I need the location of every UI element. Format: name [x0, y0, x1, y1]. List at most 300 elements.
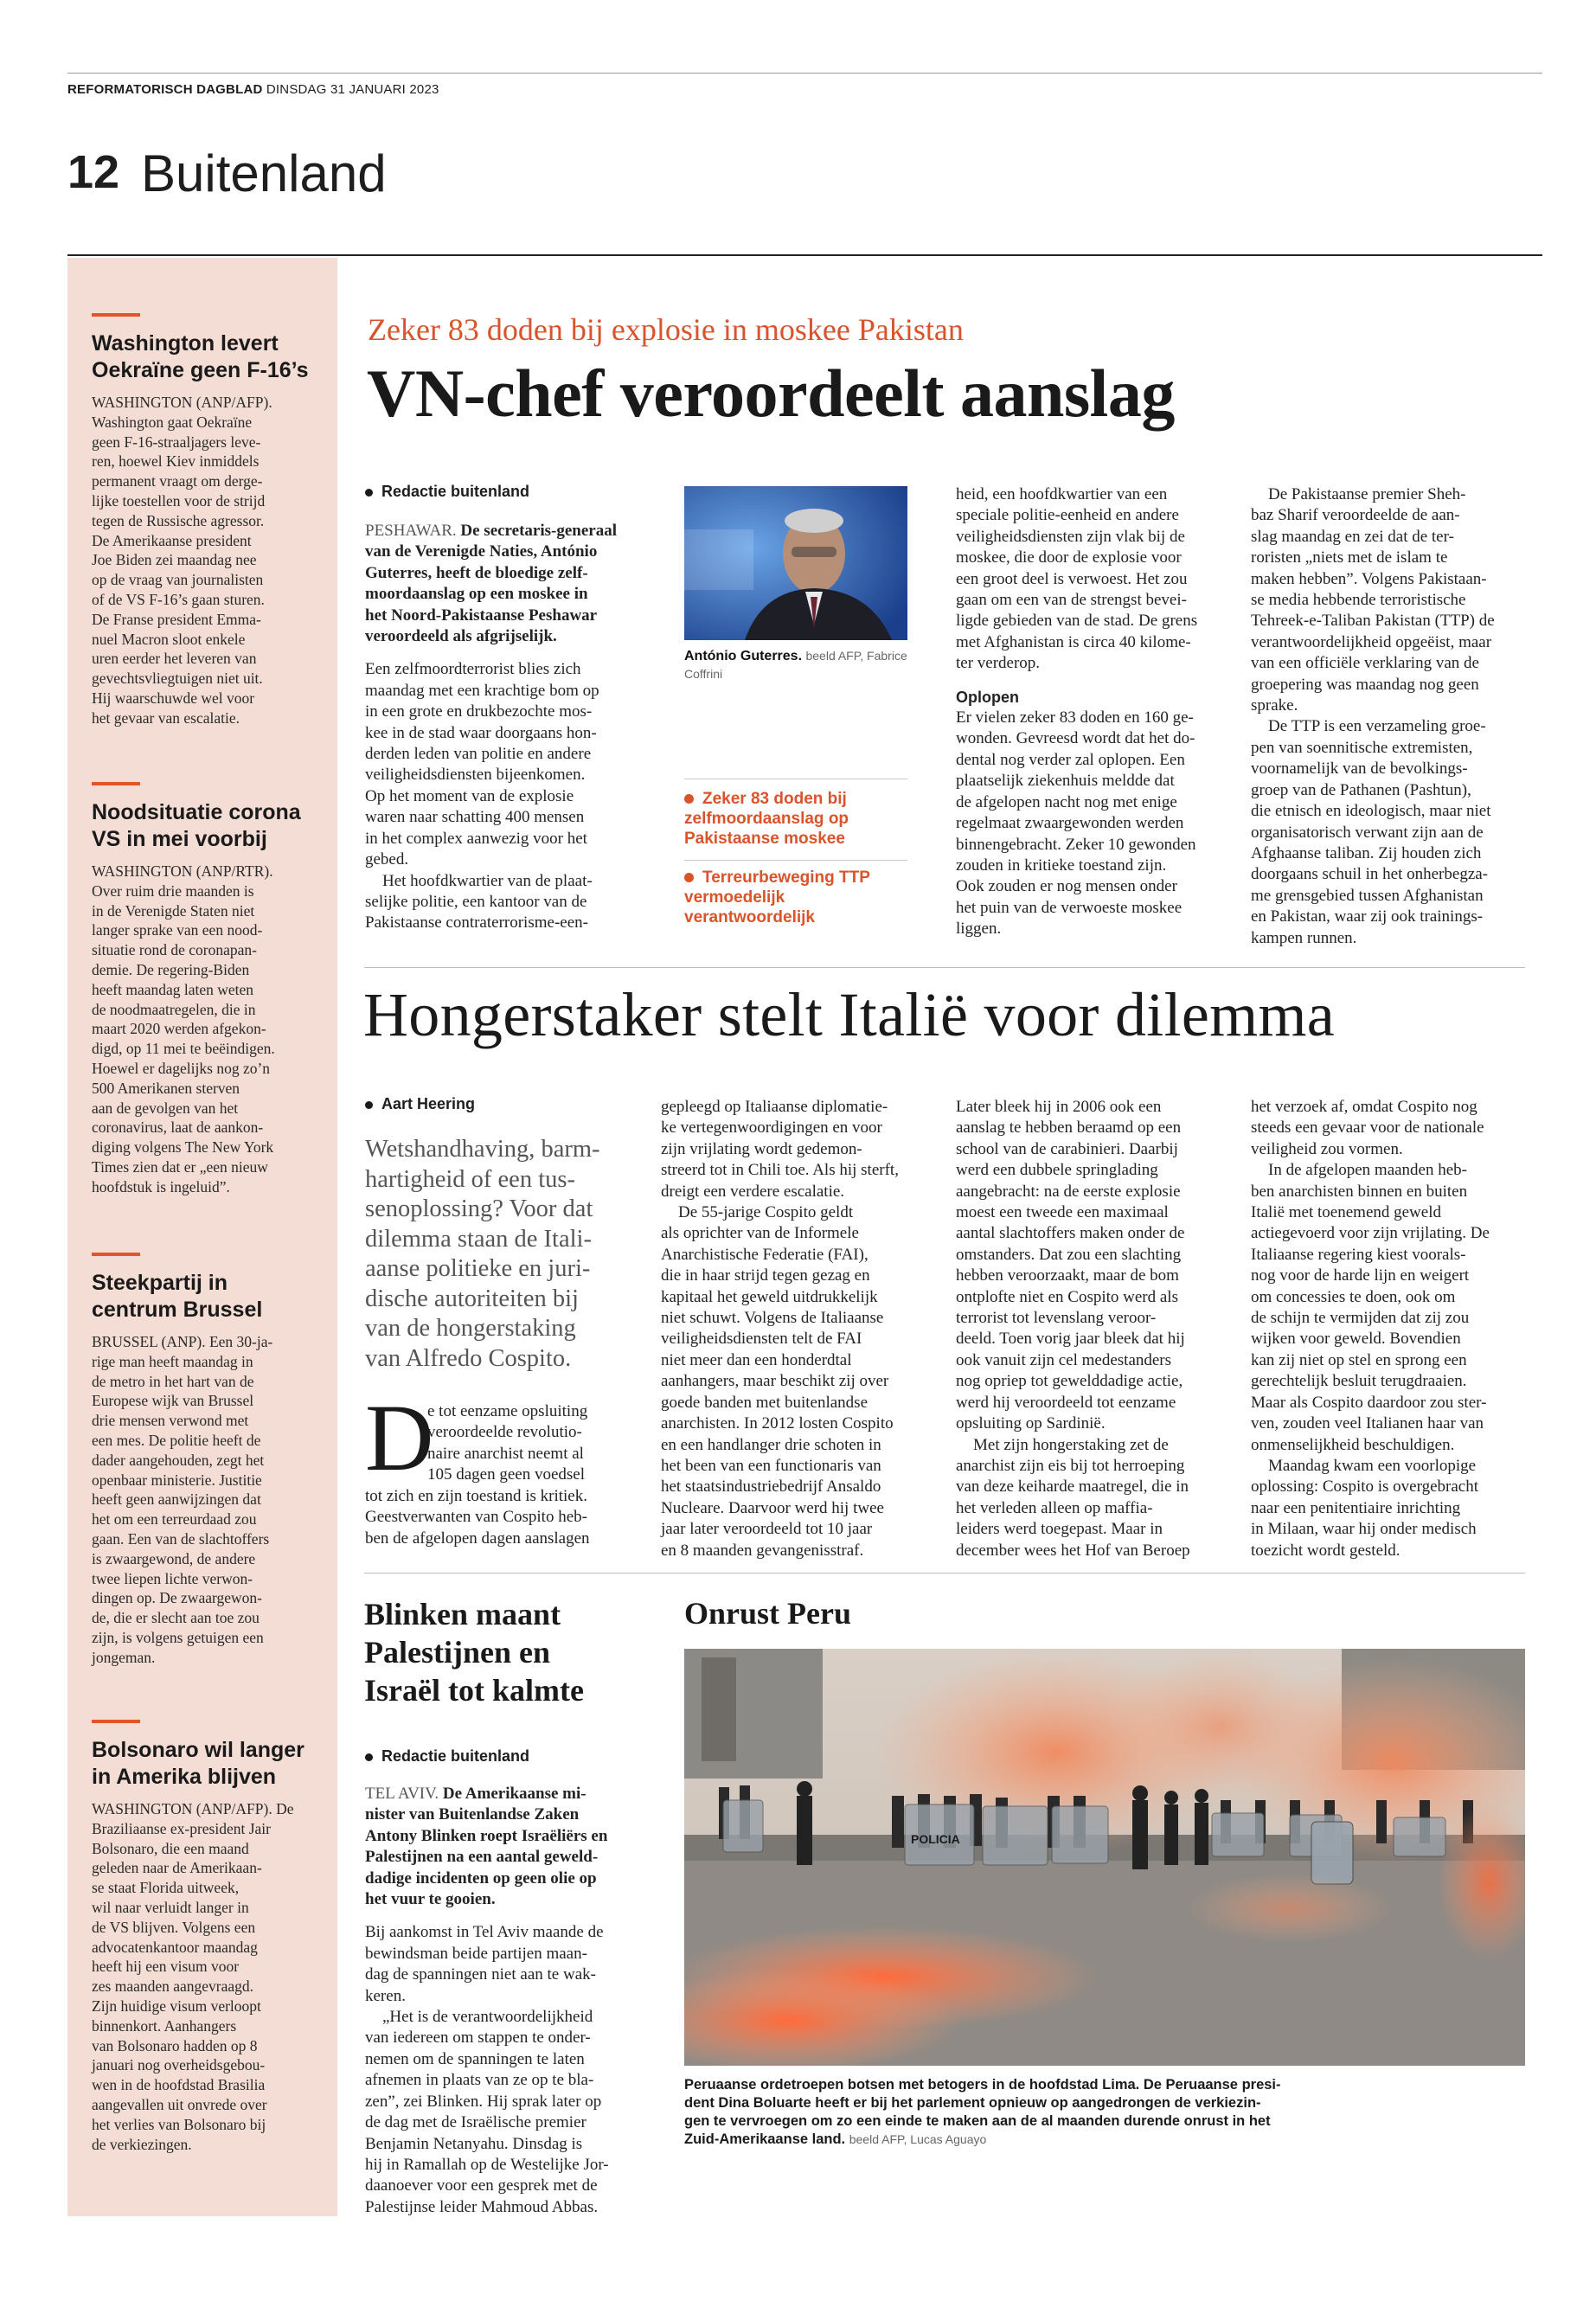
article-lead — [365, 1784, 635, 1910]
text-line: aan de gevolgen van het — [92, 1099, 239, 1117]
byline-text: Aart Heering — [381, 1095, 476, 1112]
pullquote-bullet — [684, 794, 694, 804]
text-line: gaan. Een van de slachtoffers — [92, 1529, 270, 1548]
text-line: werd hij veroordeeld tot eenzame — [956, 1393, 1176, 1412]
text-line: maken hebben”. Volgens Pakistaan- — [1251, 569, 1487, 588]
text-line: leiders werd toegepast. Maar in — [956, 1520, 1163, 1539]
brief-item — [92, 313, 318, 728]
text-line: nog opriep tot gewelddadige actie, — [956, 1372, 1183, 1391]
text-line: 500 Amerikanen sterven — [92, 1079, 240, 1097]
text-line: hebben veroorzaakt, maar de bom — [956, 1266, 1179, 1285]
text-line: Over ruim drie maanden is — [92, 881, 254, 900]
caption-name: António Guterres. — [684, 649, 803, 663]
text-line: gevechtsvliegtuigen niet uit. — [92, 670, 263, 688]
text-line: twee liepen lichte verwon- — [92, 1569, 253, 1587]
text-line: ligde gebieden van de stad. De grens — [956, 612, 1198, 631]
text-line: aantal slachtoffers maken onder de — [956, 1224, 1185, 1243]
text-line: e tot eenzame opsluiting — [427, 1402, 588, 1420]
text-line: pen van soennitische extremisten, — [1251, 738, 1473, 757]
text-line: jaar later veroordeeld tot 10 jaar — [661, 1520, 873, 1539]
text-line: is zwaargewond, de andere — [92, 1549, 256, 1567]
text-line: aanslag te hebben beraamd op een — [956, 1118, 1182, 1138]
body-text — [956, 1435, 1228, 1561]
text-line: aanse politieke en juri- — [365, 1255, 591, 1282]
body-text — [1251, 1160, 1525, 1456]
brief-item — [92, 1253, 318, 1668]
brief-accent-dash — [92, 782, 140, 785]
text-line: Palestijnse leider Mahmoud Abbas. — [365, 2197, 599, 2216]
guterres-photo — [684, 486, 907, 640]
text-line: Italiaanse regering kiest voorals- — [1251, 1245, 1466, 1264]
text-line: dreigt een verdere escalatie. — [661, 1182, 845, 1201]
text-line: de dag met de Israëlische premier — [365, 2113, 586, 2132]
article-divider — [364, 1573, 1525, 1574]
text-line: advocatenkantoor maandag — [92, 1938, 258, 1956]
text-line: demie. De regering-Biden — [92, 960, 250, 978]
text-line: speciale politie-eenheid en andere — [956, 506, 1179, 525]
text-line: anarchisten. In 2012 losten Cospito — [661, 1414, 894, 1433]
text-line: gaan om een van de strengst bevei- — [956, 591, 1187, 610]
brief-item — [92, 782, 318, 1197]
text-line: baz Sharif veroordeelde de aan- — [1251, 506, 1460, 525]
text-line: het verleden alleen op maffia- — [956, 1498, 1153, 1517]
lead-text: De Amerikaanse mi- nister van Buitenlandse Zaken Antony Blinken roept Israëliërs en Palestijnen na een aantal geweld- dadige incidenten op geen olie op het vuur te gooien. — [365, 1785, 608, 1909]
body-text — [1251, 1456, 1525, 1561]
text-line: het verzoek af, omdat Cospito nog — [1251, 1098, 1477, 1116]
section-rule — [67, 254, 1542, 256]
text-line: heid, een hoofdkwartier van een — [956, 485, 1168, 503]
text-line: kampen runnen. — [1251, 928, 1357, 947]
brief-title: Washington levert Oekraïne geen F-16’s — [92, 331, 309, 382]
text-line: school van de carabinieri. Daarbij — [956, 1139, 1178, 1158]
body-text — [661, 1202, 931, 1561]
text-line: niet schuwt. Volgens de Italiaanse — [661, 1309, 884, 1328]
text-line: Nucleare. Daarvoor werd hij twee — [661, 1498, 884, 1517]
text-line: het puin van de verwoeste moskee — [956, 898, 1183, 917]
text-line: toezicht wordt gesteld. — [1251, 1541, 1401, 1560]
text-line: Op het moment van de explosie — [365, 786, 574, 805]
text-line: moest een tweede een maximaal — [956, 1203, 1169, 1222]
text-line: WASHINGTON (ANP/RTR). — [92, 862, 273, 880]
text-line: se staat Florida uitweek, — [92, 1879, 240, 1897]
text-line: van Alfredo Cospito. — [365, 1344, 572, 1372]
text-line: deeld. Toen vorig jaar bleek dat hij — [956, 1330, 1185, 1349]
text-line: Benjamin Netanyahu. Dinsdag is — [365, 2134, 583, 2153]
brief-body — [92, 862, 318, 1197]
text-line: van een officiële verklaring van de — [1251, 654, 1479, 673]
text-line: aangevallen uit onvrede over — [92, 2095, 267, 2113]
section-title: Buitenland — [141, 144, 387, 202]
dateline: TEL AVIV. — [365, 1785, 439, 1803]
text-line: doorgaans schuil in het onherbegza- — [1251, 865, 1489, 884]
text-line: oplossing: Cospito is overgebracht — [1251, 1477, 1478, 1497]
text-line: in het complex aanwezig voor het — [365, 829, 587, 848]
text-line: ben de afgelopen dagen aanslagen — [365, 1529, 590, 1548]
brief-body — [92, 393, 318, 728]
brief-title: Steekpartij in centrum Brussel — [92, 1271, 263, 1322]
text-line: het om een terreurdaad zou — [92, 1510, 257, 1529]
text-line: werd een dubbele springlading — [956, 1161, 1158, 1180]
text-line: tot zich en zijn toestand is kritiek. — [365, 1487, 587, 1505]
text-line: Hoewel er dagelijks nog zo’n — [92, 1059, 271, 1077]
text-line: ook vanuit zijn cel medestanders — [956, 1350, 1172, 1369]
text-line: Blinken maant — [364, 1597, 561, 1631]
text-line: en een handlanger drie schoten in — [661, 1435, 881, 1454]
text-line: waren naar schatting 400 mensen — [365, 808, 585, 827]
body-text — [365, 1922, 635, 2007]
brief-accent-dash — [92, 313, 140, 317]
text-line: een groot deel is verwoest. Het zou — [956, 569, 1188, 588]
text-line: regelmaat zwaargewonden werden — [956, 814, 1184, 833]
text-line: nemen om de spanningen te laten — [365, 2049, 585, 2068]
text-line: openbaar ministerie. Justitie — [92, 1471, 262, 1489]
text-line: met Afghanistan is circa 40 kilome- — [956, 632, 1191, 651]
byline-bullet — [365, 489, 373, 497]
brief-body — [92, 1332, 318, 1668]
body-text — [661, 1097, 931, 1202]
pullquote-text: Zeker 83 doden bij zelfmoordaanslag op Pakistaanse moskee — [684, 790, 849, 848]
text-line: dilemma staan de Itali- — [365, 1225, 592, 1253]
text-line: wil naar verluidt langer in — [92, 1898, 249, 1916]
text-line: Bij aankomst in Tel Aviv maande de — [365, 1923, 604, 1942]
text-line: aangebracht: na de eerste explosie — [956, 1182, 1181, 1201]
text-line: naire anarchist neemt al — [427, 1444, 584, 1463]
text-line: In de afgelopen maanden heb- — [1268, 1161, 1468, 1180]
pullquote-rule — [684, 860, 907, 861]
text-line: diging volgens The New York — [92, 1138, 274, 1157]
text-line: kan zij niet op stel en sprong een — [1251, 1350, 1467, 1369]
text-line: uren eerder het leveren van — [92, 650, 257, 668]
text-line: van deze keiharde maatregel, die in — [956, 1477, 1189, 1497]
text-line: anarchist zijn eis bij tot herroeping — [956, 1456, 1185, 1475]
text-line: ke vertegenwoordigingen en voor — [661, 1118, 882, 1138]
text-line: senoplossing? Voor dat — [365, 1195, 593, 1222]
text-line: Bolsonaro, die een maand — [92, 1839, 249, 1857]
text-line: zijn, is volgens getuigen een — [92, 1628, 264, 1646]
text-line: Het hoofdkwartier van de plaat- — [382, 871, 593, 890]
text-line: Maandag kwam een voorlopige — [1268, 1456, 1477, 1475]
dateline: PESHAWAR. — [365, 522, 457, 540]
text-line: omstanders. Dat zou een slachting — [956, 1245, 1182, 1264]
riot-scene-image — [684, 1649, 1525, 2066]
text-line: maandag met een krachtige bom op — [365, 681, 599, 700]
text-line: groepering was maandag nog geen — [1251, 675, 1479, 694]
text-line: wonden. Gevreesd wordt dat het do- — [956, 729, 1195, 748]
issue-date: DINSDAG 31 JANUARI 2023 — [266, 82, 439, 97]
text-line: verantwoordelijkheid opgeëist, maar — [1251, 632, 1492, 651]
text-line: geen F-16-straaljagers leve- — [92, 433, 261, 451]
text-line: Later bleek hij in 2006 ook een — [956, 1098, 1162, 1116]
article-column — [1251, 484, 1525, 949]
text-line: veiligheidsdiensten zijn vlak bij de — [956, 527, 1185, 546]
text-line: als oprichter van de Informele — [661, 1224, 859, 1243]
text-line: Braziliaanse ex-president Jair — [92, 1819, 271, 1837]
peru-riot-photo — [684, 1649, 1525, 2066]
article-column — [661, 1097, 931, 1561]
article-lead — [365, 521, 635, 647]
text-line: de VS blijven. Volgens een — [92, 1918, 256, 1936]
text-line: de afgelopen nacht nog met enige — [956, 792, 1177, 811]
text-line: de verkiezingen. — [92, 2135, 192, 2153]
text-line: rige man heeft maandag in — [92, 1352, 253, 1370]
pullquote-bullet — [684, 873, 694, 882]
body-text — [956, 708, 1228, 939]
text-line: veiligheidsdiensten bijeenkomen. — [365, 766, 586, 785]
text-line: nog voor de harde lijn en weigert — [1251, 1266, 1470, 1285]
text-line: hoofdstuk is ingeluid”. — [92, 1177, 230, 1195]
text-line: se media hebbende terroristische — [1251, 591, 1466, 610]
text-line: situatie rond de coronapan- — [92, 941, 257, 959]
police-shield-label: POLICIA — [911, 1832, 960, 1846]
text-line: BRUSSEL (ANP). Een 30-ja- — [92, 1333, 273, 1350]
text-line: roristen „niets met de islam te — [1251, 548, 1448, 567]
text-line: Maar als Cospito daardoor zou ster- — [1251, 1393, 1487, 1412]
text-line: moskee, die door de explosie voor — [956, 548, 1182, 567]
text-line: hartigheid of een tus- — [365, 1165, 575, 1193]
text-line: heeft geen aanwijzingen dat — [92, 1490, 261, 1509]
text-line: Europese wijk van Brussel — [92, 1392, 254, 1410]
pullquote — [684, 789, 901, 849]
body-text — [365, 871, 635, 934]
text-line: drie mensen verwond met — [92, 1412, 249, 1430]
text-line: heeft hij een visum voor — [92, 1958, 240, 1976]
text-line: De TTP is een verzameling groe- — [1268, 717, 1486, 736]
text-line: ven, zouden veel Italianen haar van — [1251, 1414, 1484, 1433]
text-line: derden leden van politie en andere — [365, 745, 592, 764]
body-text — [365, 659, 635, 870]
body-text — [956, 484, 1228, 675]
text-line: in Milaan, waar hij onder medisch — [1251, 1520, 1477, 1539]
text-line: De Franse president Emma- — [92, 610, 261, 628]
text-line: ontplofte niet en Cospito werd als — [956, 1287, 1178, 1306]
text-line: De 55-jarige Cospito geldt — [678, 1203, 854, 1222]
text-line: het verlies van Bolsonaro bij — [92, 2115, 266, 2133]
text-line: dader aangehouden, zegt het — [92, 1451, 265, 1469]
text-line: dental nog verder zal oplopen. Een — [956, 750, 1185, 769]
text-line: De Pakistaanse premier Sheh- — [1268, 485, 1466, 503]
text-line: „Het is de verantwoordelijkheid — [382, 2008, 593, 2027]
text-line: jongeman. — [92, 1648, 156, 1666]
text-line: wen in de hoofdstad Brasilia — [92, 2076, 266, 2094]
text-line: van Bolsonaro hadden op 8 — [92, 2036, 258, 2054]
text-line: wijken voor geweld. Bovendien — [1251, 1330, 1461, 1349]
byline-text: Redactie buitenland — [381, 1747, 530, 1765]
text-line: lijke toestellen voor de strijd — [92, 491, 266, 510]
byline-bullet — [365, 1753, 373, 1761]
text-line: van de hongerstaking — [365, 1315, 576, 1342]
news-briefs-sidebar — [67, 258, 337, 2216]
subheading: Oplopen — [956, 688, 1019, 706]
text-line: goede banden met buitenlandse — [661, 1393, 869, 1412]
text-line: veroordeelde revolutio- — [427, 1423, 582, 1442]
text-line: een mes. De politie heeft de — [92, 1431, 261, 1449]
dropcap-lines — [427, 1401, 635, 1486]
text-line: keren. — [365, 1986, 406, 2005]
article-column — [365, 521, 635, 934]
article-headline: Hongerstaker stelt Italië voor dilemma — [363, 980, 1336, 1049]
text-line: ben anarchisten binnen en buiten — [1251, 1182, 1468, 1201]
photo-credit: beeld AFP, Lucas Aguayo — [849, 2132, 987, 2146]
text-line: me grensgebied tussen Afghanistan — [1251, 886, 1484, 905]
text-line: zes maanden aangevraagd. — [92, 1977, 254, 1996]
text-line: Er vielen zeker 83 doden en 160 ge- — [956, 708, 1194, 727]
text-line: Tehreek-e-Taliban Pakistan (TTP) de — [1251, 612, 1495, 631]
top-rule — [67, 73, 1542, 74]
pullquote — [684, 868, 901, 927]
text-line: veiligheid zou vormen. — [1251, 1139, 1403, 1158]
text-line: coronavirus, laat de aankon- — [92, 1118, 264, 1137]
body-text — [365, 2007, 635, 2218]
brief-item — [92, 1720, 318, 2154]
text-line: in een grote en drukbezochte mos- — [365, 702, 593, 721]
photo-credit: beeld AFP, Fabrice Coffrini — [684, 649, 907, 681]
text-line: Ook zouden er nog mensen onder — [956, 877, 1177, 896]
text-line: dag de spanningen niet aan te wak- — [365, 1965, 596, 1984]
text-line: de schijn te vermijden dat zij zou — [1251, 1309, 1470, 1328]
text-line: binnenkort. Aanhangers — [92, 2016, 237, 2035]
text-line: gebed. — [365, 850, 409, 869]
text-line: gepleegd op Italiaanse diplomatie- — [661, 1098, 888, 1116]
text-line: Afghaanse taliban. Zij houden zich — [1251, 843, 1482, 862]
text-line: Joe Biden zei maandag nee — [92, 551, 257, 569]
text-line: zen”, zei Blinken. Hij sprak later op — [365, 2092, 602, 2111]
text-line: aanhangers, maar beschikt zij over — [661, 1372, 889, 1391]
text-line: om concessies te doen, ook om — [1251, 1287, 1456, 1306]
byline — [365, 1747, 529, 1766]
text-line: groep van de Pathanen (Pashtun), — [1251, 780, 1471, 799]
text-line: zouden in kritieke toestand zijn. — [956, 856, 1167, 875]
text-line: gerechtelijk besluit terugdraaien. — [1251, 1372, 1467, 1391]
text-line: het staatsindustriebedrijf Ansaldo — [661, 1477, 881, 1497]
body-text — [1251, 484, 1525, 716]
text-line: Pakistaanse contraterrorisme-een- — [365, 913, 588, 933]
body-text — [956, 1097, 1228, 1435]
photo-caption — [684, 2076, 1376, 2149]
pullquote-text: Terreurbeweging TTP vermoedelijk verantwoordelijk — [684, 868, 870, 926]
text-line: ter verderop. — [956, 654, 1041, 673]
text-line: hij in Ramallah op de Westelijke Jor- — [365, 2155, 609, 2174]
text-line: Washington gaat Oekraïne — [92, 413, 253, 431]
text-line: die in haar strijd tegen gezag en — [661, 1266, 870, 1285]
body-text — [1251, 1097, 1525, 1160]
text-line: Palestijnen en — [364, 1635, 550, 1670]
text-line: sprake. — [1251, 696, 1298, 715]
text-line: geleden naar de Amerikaan- — [92, 1859, 262, 1877]
article-headline: VN-chef veroordeelt aanslag — [367, 356, 1175, 431]
text-line: opsluiting op Sardinië. — [956, 1414, 1106, 1433]
text-line: veiligheidsdiensten telt de FAI — [661, 1330, 862, 1349]
drop-cap: D — [365, 1385, 434, 1490]
text-line: Italië met toenemend geweld — [1251, 1203, 1441, 1222]
text-line: voornamelijk van de bevolkings- — [1251, 760, 1468, 779]
text-line: daanoever voor een gesprek met de — [365, 2176, 598, 2195]
text-line: dingen op. De zwaargewon- — [92, 1589, 262, 1607]
text-line: van iedereen om stappen te onder- — [365, 2029, 591, 2048]
text-line: liggen. — [956, 920, 1002, 939]
paper-name: REFORMATORISCH DAGBLAD — [67, 82, 263, 97]
text-line: De Amerikaanse president — [92, 531, 252, 549]
text-line: Zijn huidige visum verloopt — [92, 1997, 261, 2015]
text-line: afnemen in plaats van ze op te bla- — [365, 2071, 594, 2090]
text-line: de metro in het hart van de — [92, 1372, 254, 1390]
article-intro — [365, 1135, 633, 1374]
text-line: digd, op 11 mei te beëindigen. — [92, 1040, 275, 1058]
text-line: tegen de Russische agressor. — [92, 511, 265, 529]
text-line: nuel Macron sloot enkele — [92, 630, 246, 648]
text-line: het gevaar van escalatie. — [92, 708, 240, 727]
text-line: Geestverwanten van Cospito heb- — [365, 1508, 587, 1527]
text-line: plaatselijk ziekenhuis meldde dat — [956, 772, 1175, 791]
text-line: Anarchistische Federatie (FAI), — [661, 1245, 869, 1264]
text-line: slag maandag en zei dat de ter- — [1251, 527, 1454, 546]
text-line: zijn vrijlating wordt gedemon- — [661, 1139, 862, 1158]
caption-text: Peruaanse ordetroepen botsen met betogers in de hoofdstad Lima. De Peruaanse presi- dent Dina Boluarte heeft er bij het parlement opnieuw op aangedrongen de verkiezin- gen te vervroegen om zo een einde te maken aan de al maanden durende onrust in het Zuid-Amerikaanse land. — [684, 2077, 1281, 2147]
article-column — [956, 484, 1228, 940]
text-line: actiegevoerd voor zijn vrijlating. De — [1251, 1224, 1490, 1243]
brief-accent-dash — [92, 1720, 140, 1723]
text-line: niet meer dan een honderdtal — [661, 1350, 852, 1369]
lead-text: De secretaris-generaal van de Verenigde Naties, António Guterres, heeft de bloedige zelf- moordaanslag op een moskee in het Noord-Pakistaanse Peshawar veroordeeld als afgrijselijk. — [365, 522, 617, 646]
article-column — [365, 1486, 635, 1549]
byline — [365, 1095, 475, 1113]
masthead — [67, 82, 439, 97]
text-line: selijke politie, een kantoor van de — [365, 892, 587, 911]
text-line: langer sprake van een nood- — [92, 921, 263, 939]
text-line: het been van een functionaris van — [661, 1456, 881, 1475]
byline-bullet — [365, 1101, 373, 1109]
text-line: op de vraag van journalisten — [92, 571, 264, 589]
text-line: bewindsman beide partijen maan- — [365, 1944, 587, 1963]
photo-headline: Onrust Peru — [684, 1596, 851, 1631]
text-line: de, die er slecht aan toe zou — [92, 1609, 260, 1627]
text-line: en Pakistan, waar zij ook trainings- — [1251, 907, 1484, 926]
body-text — [1251, 716, 1525, 948]
article-kicker: Zeker 83 doden bij explosie in moskee Pakistan — [368, 312, 964, 347]
text-line: organisatorisch verwant zijn aan de — [1251, 823, 1484, 842]
text-line: in de Verenigde Staten niet — [92, 901, 255, 920]
text-line: terrorist tot levenslang veroor- — [956, 1309, 1157, 1328]
text-line: WASHINGTON (ANP/AFP). — [92, 394, 272, 411]
text-line: of de VS F-16’s gaan sturen. — [92, 590, 265, 608]
brief-accent-dash — [92, 1253, 140, 1256]
article-column — [365, 1784, 635, 2218]
text-line: kapitaal het geweld uitdrukkelijk — [661, 1287, 878, 1306]
text-line: Hij waarschuwde wel voor — [92, 689, 255, 707]
article-column — [1251, 1097, 1525, 1561]
brief-title: Noodsituatie corona VS in mei voorbij — [92, 800, 301, 851]
text-line: ren, hoewel Kiev inmiddels — [92, 452, 260, 471]
article-column — [956, 1097, 1228, 1561]
text-line: maart 2020 werden afgekon- — [92, 1020, 266, 1038]
photo-caption — [684, 647, 913, 683]
text-line: en 8 maanden gevangenisstraf. — [661, 1541, 864, 1560]
text-line: streerd tot in Chili toe. Als hij sterft, — [661, 1161, 899, 1180]
article-divider — [364, 967, 1525, 968]
byline — [365, 483, 529, 501]
byline-text: Redactie buitenland — [381, 483, 530, 500]
text-line: kee in de stad waar doorgaans hon- — [365, 723, 597, 742]
text-line: heeft maandag laten weten — [92, 980, 254, 998]
text-line: 105 dagen geen voedsel — [427, 1465, 586, 1484]
text-line: WASHINGTON (ANP/AFP). De — [92, 1800, 294, 1817]
text-line: die etnisch en ideologisch, maar niet — [1251, 802, 1491, 821]
article-headline — [364, 1595, 650, 1709]
brief-title: Bolsonaro wil langer in Amerika blijven — [92, 1738, 304, 1789]
text-line: permanent vraagt om derge- — [92, 472, 263, 490]
text-line: Israël tot kalmte — [364, 1673, 584, 1708]
text-line: Times zien dat er „een nieuw — [92, 1157, 268, 1176]
portrait-image — [684, 486, 907, 640]
